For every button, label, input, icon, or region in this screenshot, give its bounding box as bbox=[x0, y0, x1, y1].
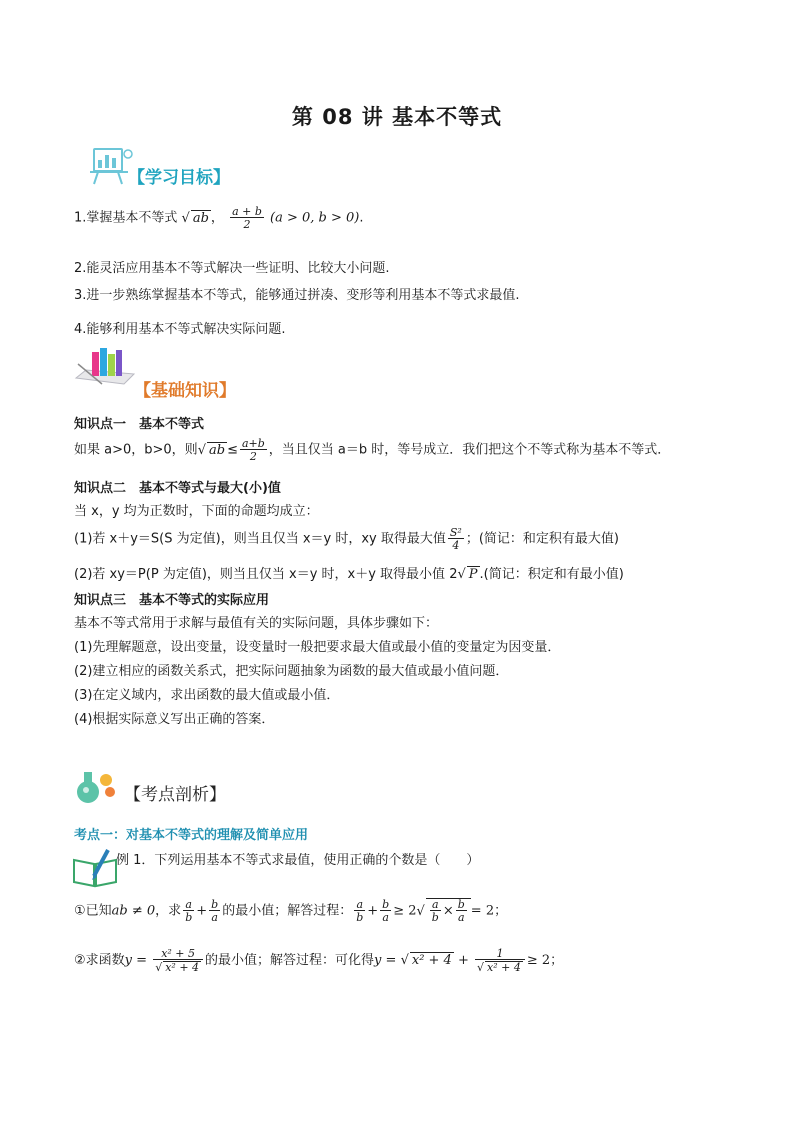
knowledge-point-2-title: 知识点二 基本不等式与最大(小)值 bbox=[74, 481, 281, 496]
knowledge-point-3-step-4: (4)根据实际意义写出正确的答案． bbox=[74, 712, 275, 727]
example-book-icon bbox=[72, 846, 118, 888]
goal-2: 2.能灵活应用基本不等式解决一些证明、比较大小问题. bbox=[74, 261, 390, 276]
goals-section-label: 【学习目标】 bbox=[128, 168, 230, 188]
analysis-section-label: 【考点剖析】 bbox=[124, 785, 226, 805]
example-1-item-2: ②求函数y = $\frac{\text{x² + 5}}{\text{√ x² + 4}}$ 的最小值；解答过程：可化得y = √ x² + 4 + $\frac{1}{\text{√ x² + 4}}$ ≥ 2； bbox=[74, 947, 564, 974]
page-title: 第 08 讲 基本不等式 bbox=[291, 105, 503, 129]
k1-fraction: $\frac{a+b}{2}$ bbox=[241, 437, 265, 463]
k2-fraction: $\frac{\text{S²}}{4}$ bbox=[449, 526, 462, 552]
goal-1-fraction: $\frac{a + b}{2}$ bbox=[232, 205, 262, 231]
goal-1: 1.掌握基本不等式 √ ab ， $\frac{a + b}{2}$ (a > 0, b > 0). bbox=[74, 205, 364, 231]
basics-books-icon bbox=[74, 344, 136, 394]
analysis-flask-icon bbox=[72, 766, 120, 806]
example-1-question: 例 1．下列运用基本不等式求最值，使用正确的个数是（ ） bbox=[116, 853, 480, 868]
goal-4: 4.能够利用基本不等式解决实际问题. bbox=[74, 322, 286, 337]
knowledge-point-3-intro: 基本不等式常用于求解与最值有关的实际问题，具体步骤如下： bbox=[74, 616, 439, 631]
knowledge-point-3-title: 知识点三 基本不等式的实际应用 bbox=[74, 593, 270, 608]
knowledge-point-2-intro: 当 x，y 均为正数时，下面的命题均成立： bbox=[74, 504, 319, 519]
knowledge-point-3-step-3: (3)在定义域内，求出函数的最大值或最小值． bbox=[74, 688, 340, 703]
basics-section-label: 【基础知识】 bbox=[134, 381, 236, 401]
knowledge-point-3-step-2: (2)建立相应的函数关系式，把实际问题抽象为函数的最大值或最小值问题． bbox=[74, 664, 509, 679]
example-1-item-1: ①已知ab ≠ 0，求 $\frac{a}{b}$ + $\frac{b}{a}$ 的最小值；解答过程： $\frac{a}{b}$ + $\frac{b}{a}$ ≥ 2√ $\frac{a}{b}$ × $\frac{b}{a}$ = 2； bbox=[74, 898, 508, 924]
knowledge-point-1-title: 知识点一 基本不等式 bbox=[74, 417, 205, 432]
goal-3: 3.进一步熟练掌握基本不等式，能够通过拼凑、变形等利用基本不等式求最值. bbox=[74, 288, 520, 303]
knowledge-point-1-body: 如果 a>0，b>0，则√ ab ≤ $\frac{a+b}{2}$ ，当且仅当 a＝b 时，等号成立．我们把这个不等式称为基本不等式． bbox=[74, 437, 671, 463]
knowledge-point-2-item-1: (1)若 x＋y＝S(S 为定值)，则当且仅当 x＝y 时，xy 取得最大值 $\frac{\text{S²}}{4}$ ；(简记：和定积有最大值) bbox=[74, 526, 619, 552]
knowledge-point-3-step-1: (1)先理解题意，设出变量，设变量时一般把要求最大值或最小值的变量定为因变量． bbox=[74, 640, 561, 655]
knowledge-point-2-item-2: (2)若 xy＝P(P 为定值)，则当且仅当 x＝y 时，x＋y 取得最小值 2√ P .(简记：积定和有最小值) bbox=[74, 567, 624, 582]
key-point-1-title: 考点一：对基本不等式的理解及简单应用 bbox=[74, 828, 309, 843]
